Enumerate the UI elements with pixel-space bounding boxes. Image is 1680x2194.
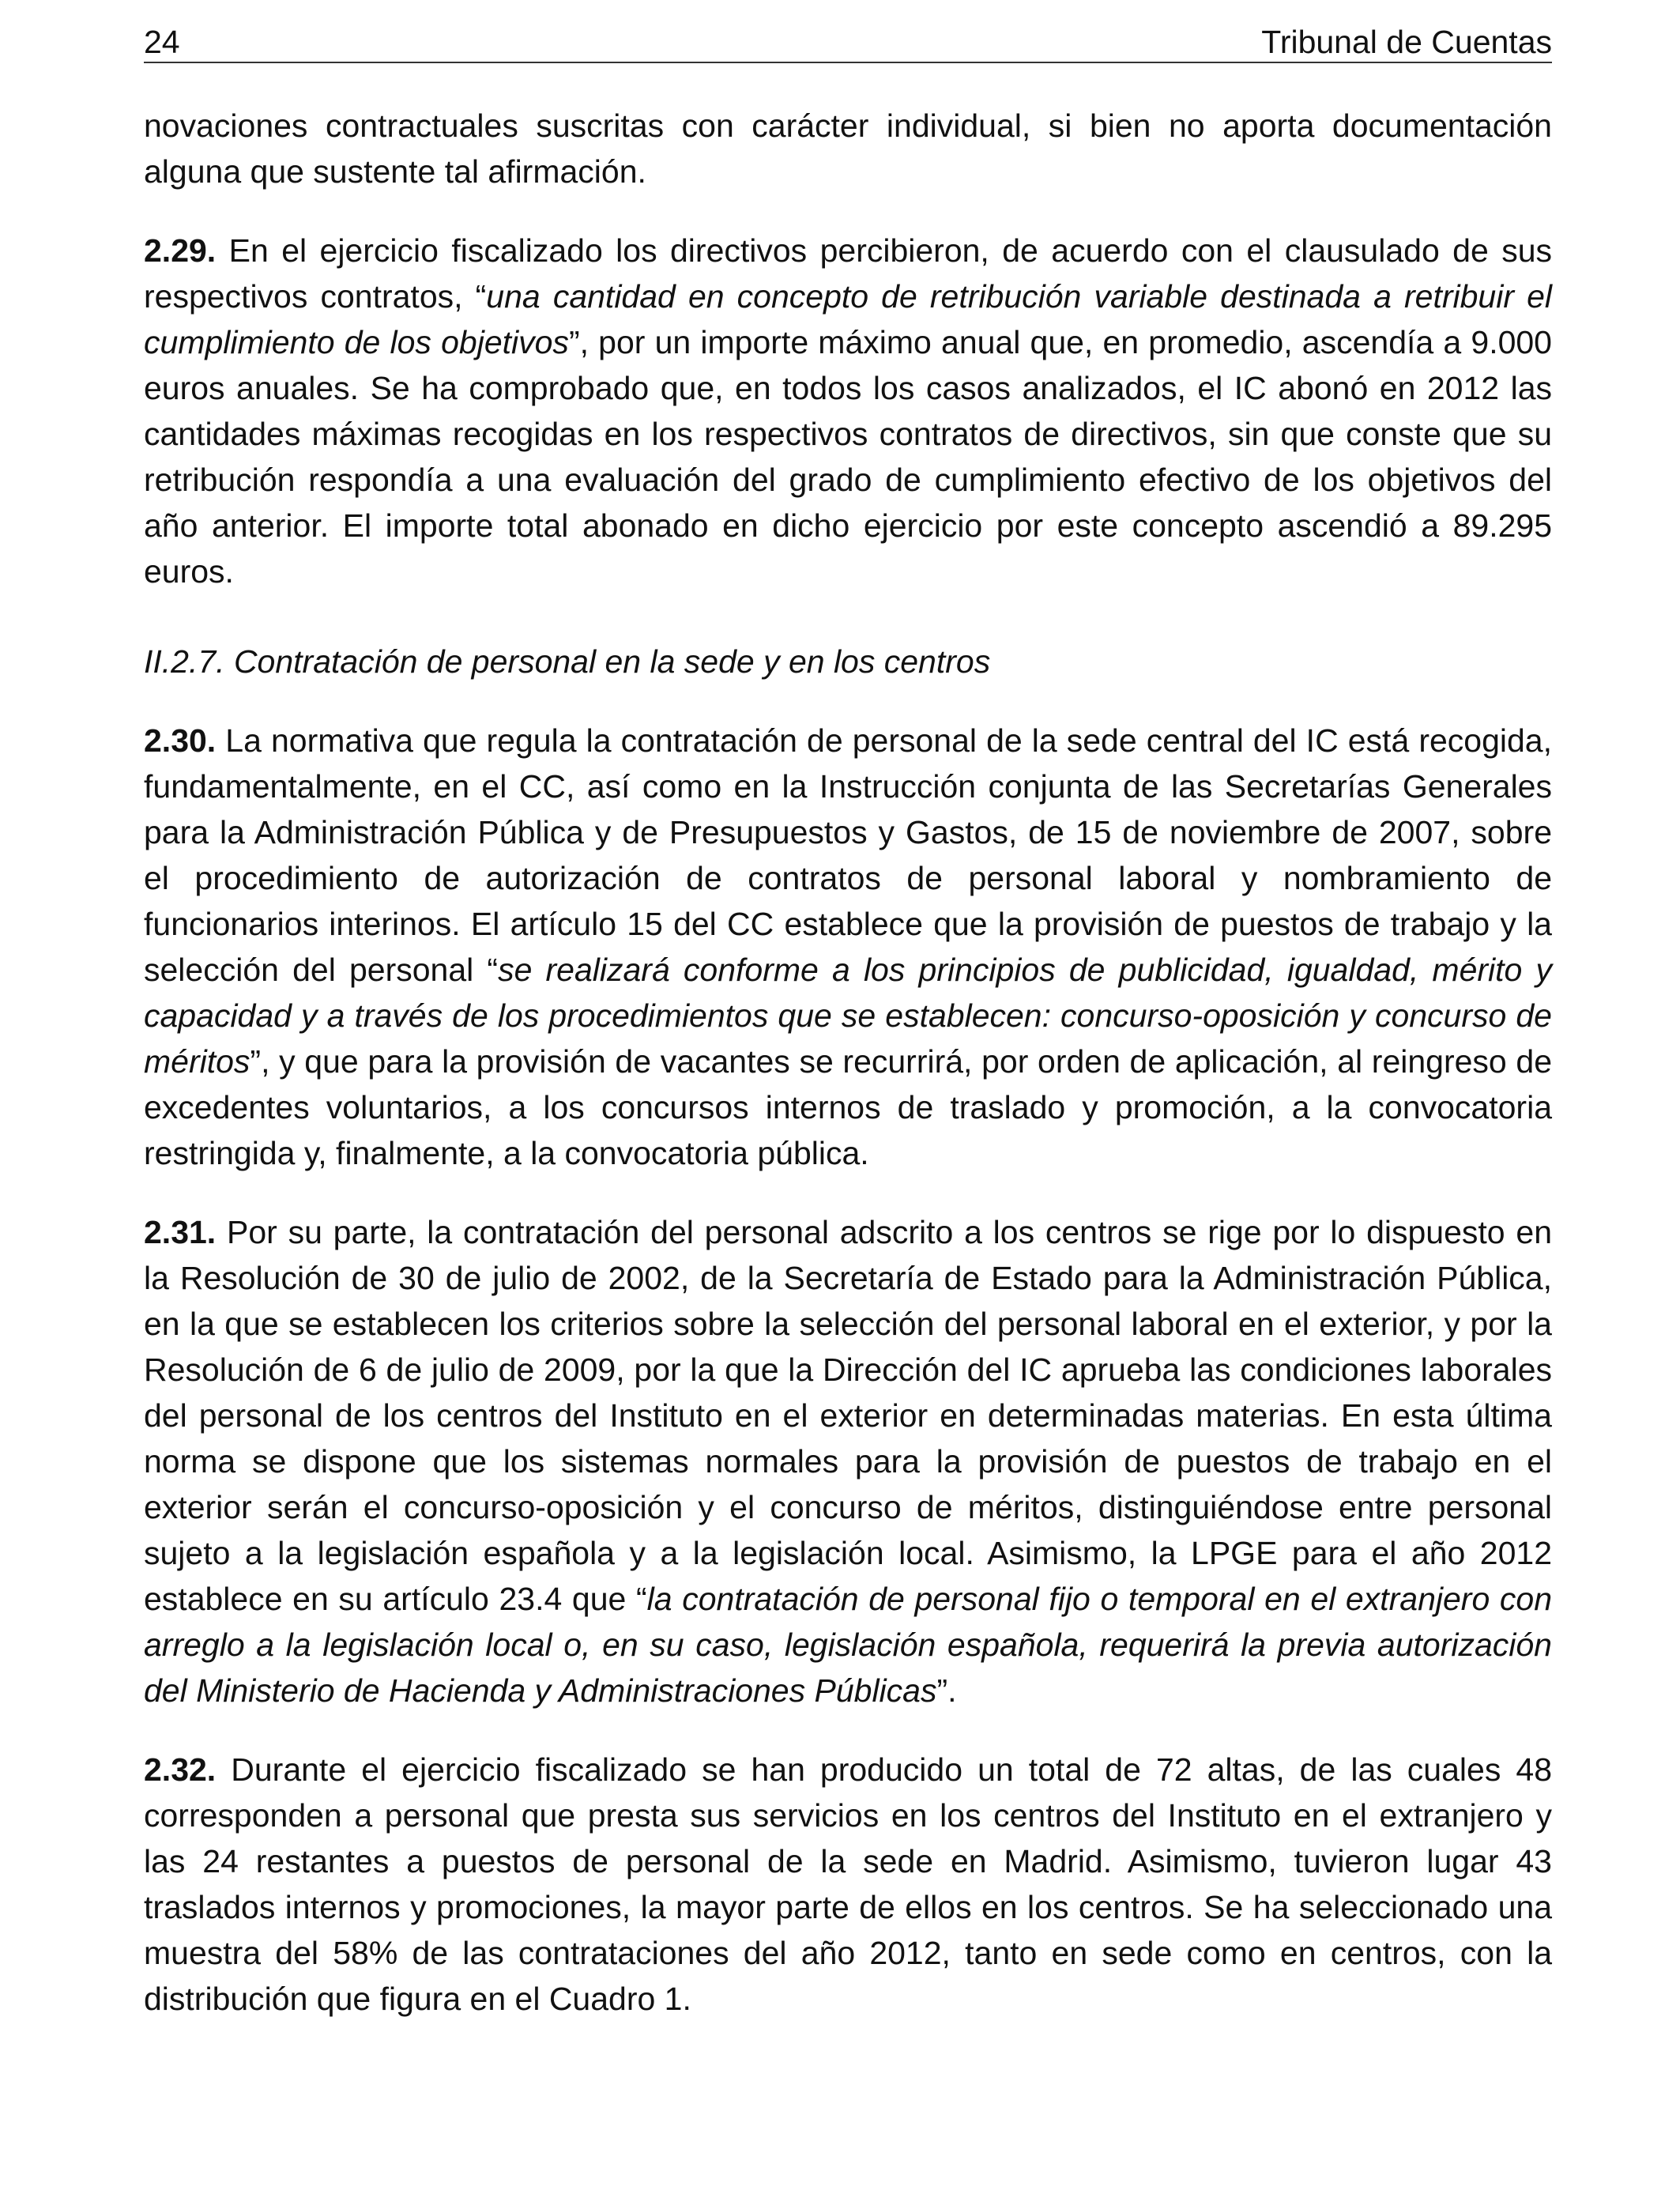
paragraph-2-32 bbox=[144, 1747, 1552, 2022]
quoted-text: se realizará conforme a los principios de publicidad, igualdad, mérito y capacidad y a través de los procedimientos que se establecen: concurso-oposición y concurso de méritos bbox=[144, 952, 1552, 1080]
paragraph-number: 2.29. bbox=[144, 232, 217, 269]
paragraph-text: En el ejercicio fiscalizado los directivos percibieron, de acuerdo con el clausulado de sus respectivos contratos, “ bbox=[144, 232, 1552, 315]
paragraph-number: 2.31. bbox=[144, 1214, 217, 1250]
quoted-text: una cantidad en concepto de retribución variable destinada a retribuir el cumplimiento de los objetivos bbox=[144, 278, 1552, 360]
paragraph-2-31 bbox=[144, 1209, 1552, 1713]
paragraph-text: La normativa que regula la contratación de personal de la sede central del IC está recogida, fundamentalmente, en el CC, así como en la Instrucción conjunta de las Secretarías Generales para la Administración Pública y de Presupuestos y Gastos, de 15 de noviembre de 2007, sobre el procedimiento de autorización de contratos de personal laboral y nombramiento de funcionarios interinos. El artículo 15 del CC establece que la provisión de puestos de trabajo y la selección del personal “ bbox=[144, 722, 1552, 988]
page-number: 24 bbox=[144, 24, 180, 60]
paragraph-number: 2.30. bbox=[144, 722, 217, 759]
document-body bbox=[144, 103, 1552, 2055]
paragraph-2-29 bbox=[144, 228, 1552, 594]
paragraph-text: ”, por un importe máximo anual que, en promedio, ascendía a 9.000 euros anuales. Se ha comprobado que, en todos los casos analizados, el IC abonó en 2012 las cantidades máximas recogidas en los respectivos contratos de directivos, sin que conste que su retribución respondía a una evaluación del grado de cumplimiento efectivo de los objetivos del año anterior. El importe total abonado en dicho ejercicio por este concepto ascendió a 89.295 euros. bbox=[144, 324, 1552, 590]
section-heading: II.2.7. Contratación de personal en la sede y en los centros bbox=[144, 643, 991, 680]
paragraph-continuation bbox=[144, 103, 1552, 194]
paragraph-text: novaciones contractuales suscritas con carácter individual, si bien no aporta documentación alguna que sustente tal afirmación. bbox=[144, 107, 1552, 190]
paragraph-text: ”, y que para la provisión de vacantes se recurrirá, por orden de aplicación, al reingreso de excedentes voluntarios, a los concursos internos de traslado y promoción, a la convocatoria restringida y, finalmente, a la convocatoria pública. bbox=[144, 1043, 1552, 1171]
paragraph-text: Durante el ejercicio fiscalizado se han producido un total de 72 altas, de las cuales 48 corresponden a personal que presta sus servicios en los centros del Instituto en el extranjero y las 24 restantes a puestos de personal de la sede en Madrid. Asimismo, tuvieron lugar 43 traslados internos y promociones, la mayor parte de ellos en los centros. Se ha seleccionado una muestra del 58% de las contrataciones del año 2012, tanto en sede como en centros, con la distribución que figura en el Cuadro 1. bbox=[144, 1751, 1552, 2017]
paragraph-text: ”. bbox=[936, 1672, 957, 1709]
header-title: Tribunal de Cuentas bbox=[1261, 24, 1552, 60]
paragraph-2-30 bbox=[144, 718, 1552, 1176]
quoted-text: la contratación de personal fijo o temporal en el extranjero con arreglo a la legislación local o, en su caso, legislación española, requerirá la previa autorización del Ministerio de Hacienda y Administraciones Públicas bbox=[144, 1581, 1552, 1709]
page-header bbox=[144, 22, 1552, 63]
paragraph-text: Por su parte, la contratación del personal adscrito a los centros se rige por lo dispuesto en la Resolución de 30 de julio de 2002, de la Secretaría de Estado para la Administración Pública, en la que se establecen los criterios sobre la selección del personal laboral en el exterior, y por la Resolución de 6 de julio de 2009, por la que la Dirección del IC aprueba las condiciones laborales del personal de los centros del Instituto en el exterior en determinadas materias. En esta última norma se dispone que los sistemas normales para la provisión de puestos de trabajo en el exterior serán el concurso-oposición y el concurso de méritos, distinguiéndose entre personal sujeto a la legislación española y a la legislación local. Asimismo, la LPGE para el año 2012 establece en su artículo 23.4 que “ bbox=[144, 1214, 1552, 1617]
paragraph-number: 2.32. bbox=[144, 1751, 217, 1788]
